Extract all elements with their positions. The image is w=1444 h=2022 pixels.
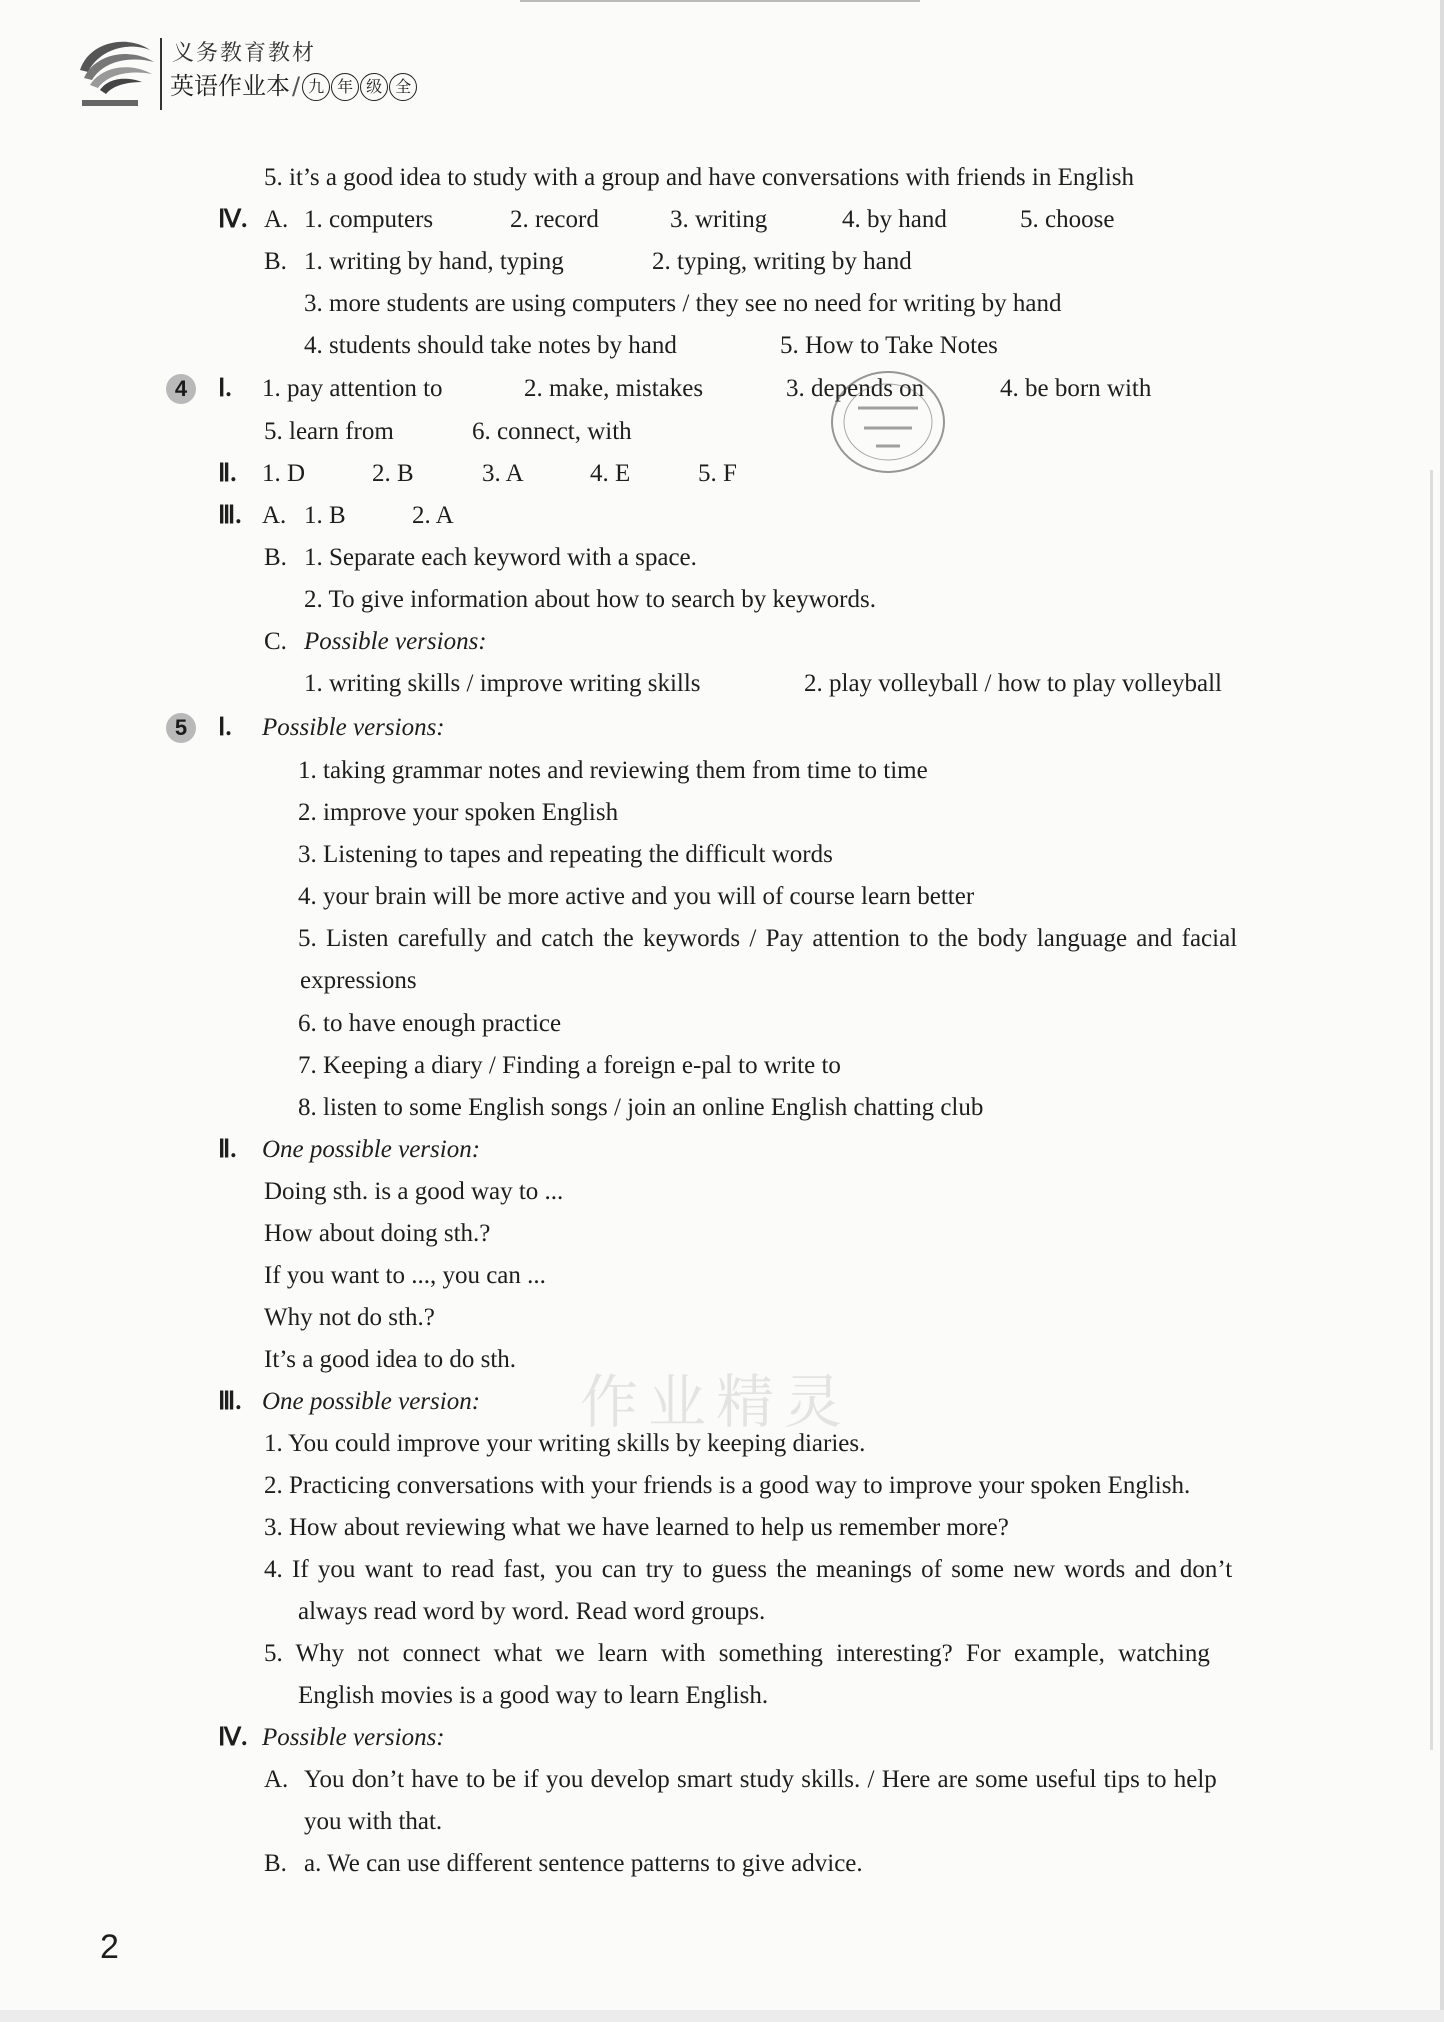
- u5-row-iv-a: [0, 1764, 1444, 1796]
- roman-iii-u5: Ⅲ.: [218, 1388, 242, 1415]
- u5-i-1: 1. taking grammar notes and reviewing them from time to time: [298, 757, 928, 784]
- u4-ii3: 3. A: [482, 460, 524, 487]
- u5-ii-3: If you want to ..., you can ...: [264, 1262, 546, 1289]
- roman-iii: Ⅲ.: [218, 502, 242, 529]
- unit-badge-5: 5: [166, 713, 196, 743]
- u4-i6: 6. connect, with: [472, 418, 632, 445]
- u4-i4: 4. be born with: [1000, 375, 1152, 402]
- u5-iii-5-cont: English movies is a good way to learn English.: [298, 1682, 769, 1709]
- u5-iii-4: 4. If you want to read fast, you can try to guess the meanings of some new words and don’t: [264, 1556, 1233, 1583]
- u4-row-i1: [0, 373, 1444, 405]
- roman-iv-u5: Ⅳ.: [218, 1724, 248, 1751]
- u5-row-iii: [0, 1386, 1444, 1418]
- grade-char-3: 级: [360, 73, 388, 101]
- u5-iv-a-label: A.: [264, 1766, 289, 1793]
- u5-iv-possible: Possible versions:: [262, 1724, 445, 1751]
- roman-iv: Ⅳ.: [218, 206, 248, 233]
- u5-row-ii: [0, 1134, 1444, 1166]
- u5-iv-a-cont: you with that.: [304, 1808, 443, 1835]
- u4-iii-a1: 1. B: [304, 502, 346, 529]
- roman-i: Ⅰ.: [218, 375, 232, 402]
- u4-ii4: 4. E: [590, 460, 631, 487]
- watermark-text: 作业精灵: [580, 1368, 853, 1436]
- u5-i-7: 7. Keeping a diary / Finding a foreign e-pal to write to: [298, 1052, 841, 1079]
- s4-a2: 2. record: [510, 206, 599, 233]
- u4-iii-c-label: C.: [264, 628, 287, 655]
- u5-i-8: 8. listen to some English songs / join an online English chatting club: [298, 1094, 984, 1121]
- s4-a5: 5. choose: [1020, 206, 1115, 233]
- s4-b-label: B.: [264, 248, 287, 275]
- s4-b4: 4. students should take notes by hand: [304, 332, 677, 359]
- roman-i-u5: Ⅰ.: [218, 714, 232, 741]
- s4-b5: 5. How to Take Notes: [780, 332, 998, 359]
- u5-iii-version: One possible version:: [262, 1388, 481, 1415]
- series-title: 义务教育教材: [172, 41, 317, 66]
- s4-a-label: A.: [264, 206, 289, 233]
- publisher-logo-icon: [70, 30, 160, 112]
- page-edge-right: [1440, 0, 1444, 2022]
- possible-versions-label: Possible versions: [262, 714, 437, 741]
- u4-row-i5: [0, 416, 1444, 448]
- s4-b3: 3. more students are using computers / they see no need for writing by hand: [304, 290, 1062, 317]
- u5-i-5-cont: expressions: [300, 967, 417, 994]
- s4-b1: 1. writing by hand, typing: [304, 248, 564, 275]
- u4-row-iii-c1: [0, 668, 1444, 700]
- u4-row-ii: [0, 458, 1444, 490]
- s4-row-a: [0, 204, 1444, 236]
- page-number: 2: [100, 1928, 119, 1966]
- roman-ii-u5: Ⅱ.: [218, 1136, 237, 1163]
- page-edge-bottom: [0, 2010, 1444, 2022]
- header-divider: [160, 38, 162, 110]
- u4-iii-c2: 2. play volleyball / how to play volleyball: [804, 670, 1222, 697]
- u4-iii-b1: 1. Separate each keyword with a space.: [304, 544, 697, 571]
- s4-a1: 1. computers: [304, 206, 434, 233]
- grade-char-4: 全: [389, 73, 417, 101]
- u5-i-5: 5. Listen carefully and catch the keywords / Pay attention to the body language and facial: [298, 925, 1238, 952]
- u5-ii-version: One possible version:: [262, 1136, 481, 1163]
- u4-ii2: 2. B: [372, 460, 414, 487]
- u5-iv-b-label: B.: [264, 1850, 287, 1877]
- u5-iii-4-cont: always read word by word. Read word groups.: [298, 1598, 766, 1625]
- u4-row-iii-c: [0, 626, 1444, 658]
- u5-iii-3: 3. How about reviewing what we have learned to help us remember more?: [264, 1514, 1009, 1541]
- u4-iii-c1: 1. writing skills / improve writing skills: [304, 670, 701, 697]
- top-edge-line: [520, 0, 920, 2]
- u4-iii-a-label: A.: [262, 502, 287, 529]
- possible-versions-label: Possible versions: [262, 1724, 437, 1751]
- u5-row-iv-b: [0, 1848, 1444, 1880]
- u4-iii-a2: 2. A: [412, 502, 454, 529]
- u5-i-2: 2. improve your spoken English: [298, 799, 619, 826]
- u5-row-iv: [0, 1722, 1444, 1754]
- u5-iii-1: 1. You could improve your writing skills by keeping diaries.: [264, 1430, 866, 1457]
- u4-iii-b-label: B.: [264, 544, 287, 571]
- scan-artifact: [1430, 470, 1433, 1750]
- u5-ii-4: Why not do sth.?: [264, 1304, 435, 1331]
- one-possible-version-label: One possible version: [262, 1136, 472, 1163]
- u4-i1: 1. pay attention to: [262, 375, 443, 402]
- s4-b2: 2. typing, writing by hand: [652, 248, 912, 275]
- s4-row-b4: [0, 330, 1444, 362]
- u5-iii-2: 2. Practicing conversations with your friends is a good way to improve your spoken English.: [264, 1472, 1191, 1499]
- u4-i3: 3. depends on: [786, 375, 925, 402]
- u4-i2: 2. make, mistakes: [524, 375, 704, 402]
- u5-i-3: 3. Listening to tapes and repeating the difficult words: [298, 841, 833, 868]
- u5-ii-1: Doing sth. is a good way to ...: [264, 1178, 564, 1205]
- u5-ii-2: How about doing sth.?: [264, 1220, 491, 1247]
- s4-a4: 4. by hand: [842, 206, 947, 233]
- unit-badge-4: 4: [166, 374, 196, 404]
- u5-iv-b-a: a. We can use different sentence patterns to give advice.: [304, 1850, 863, 1877]
- roman-ii: Ⅱ.: [218, 460, 237, 487]
- u4-iii-c-possible: Possible versions:: [304, 628, 487, 655]
- u5-row-i: [0, 712, 1444, 744]
- u4-ii1: 1. D: [262, 460, 306, 487]
- u5-ii-5: It’s a good idea to do sth.: [264, 1346, 517, 1373]
- one-possible-version-label: One possible version: [262, 1388, 472, 1415]
- u5-iii-5: 5. Why not connect what we learn with something interesting? For example, watching: [264, 1640, 1210, 1667]
- possible-versions-label: Possible versions: [304, 628, 479, 655]
- u4-ii5: 5. F: [698, 460, 737, 487]
- book-title: 英语作业本/ 九 年 级 全: [170, 66, 418, 101]
- u5-iv-a-text: You don’t have to be if you develop smart study skills. / Here are some useful tips to help: [304, 1766, 1217, 1793]
- s4-row-b: [0, 246, 1444, 278]
- book-title-text: 英语作业本: [170, 72, 290, 100]
- u4-iii-b2: 2. To give information about how to search by keywords.: [304, 586, 876, 613]
- prev-item-5: 5. it’s a good idea to study with a group and have conversations with friends in English: [264, 164, 1134, 191]
- grade-char-2: 年: [331, 73, 359, 101]
- u4-i5: 5. learn from: [264, 418, 394, 445]
- u5-i-6: 6. to have enough practice: [298, 1010, 562, 1037]
- u4-row-iii-b1: [0, 542, 1444, 574]
- u5-i-possible: Possible versions:: [262, 714, 445, 741]
- grade-char-1: 九: [302, 73, 330, 101]
- u4-row-iii-a: [0, 500, 1444, 532]
- u5-i-4: 4. your brain will be more active and you will of course learn better: [298, 883, 975, 910]
- s4-a3: 3. writing: [670, 206, 768, 233]
